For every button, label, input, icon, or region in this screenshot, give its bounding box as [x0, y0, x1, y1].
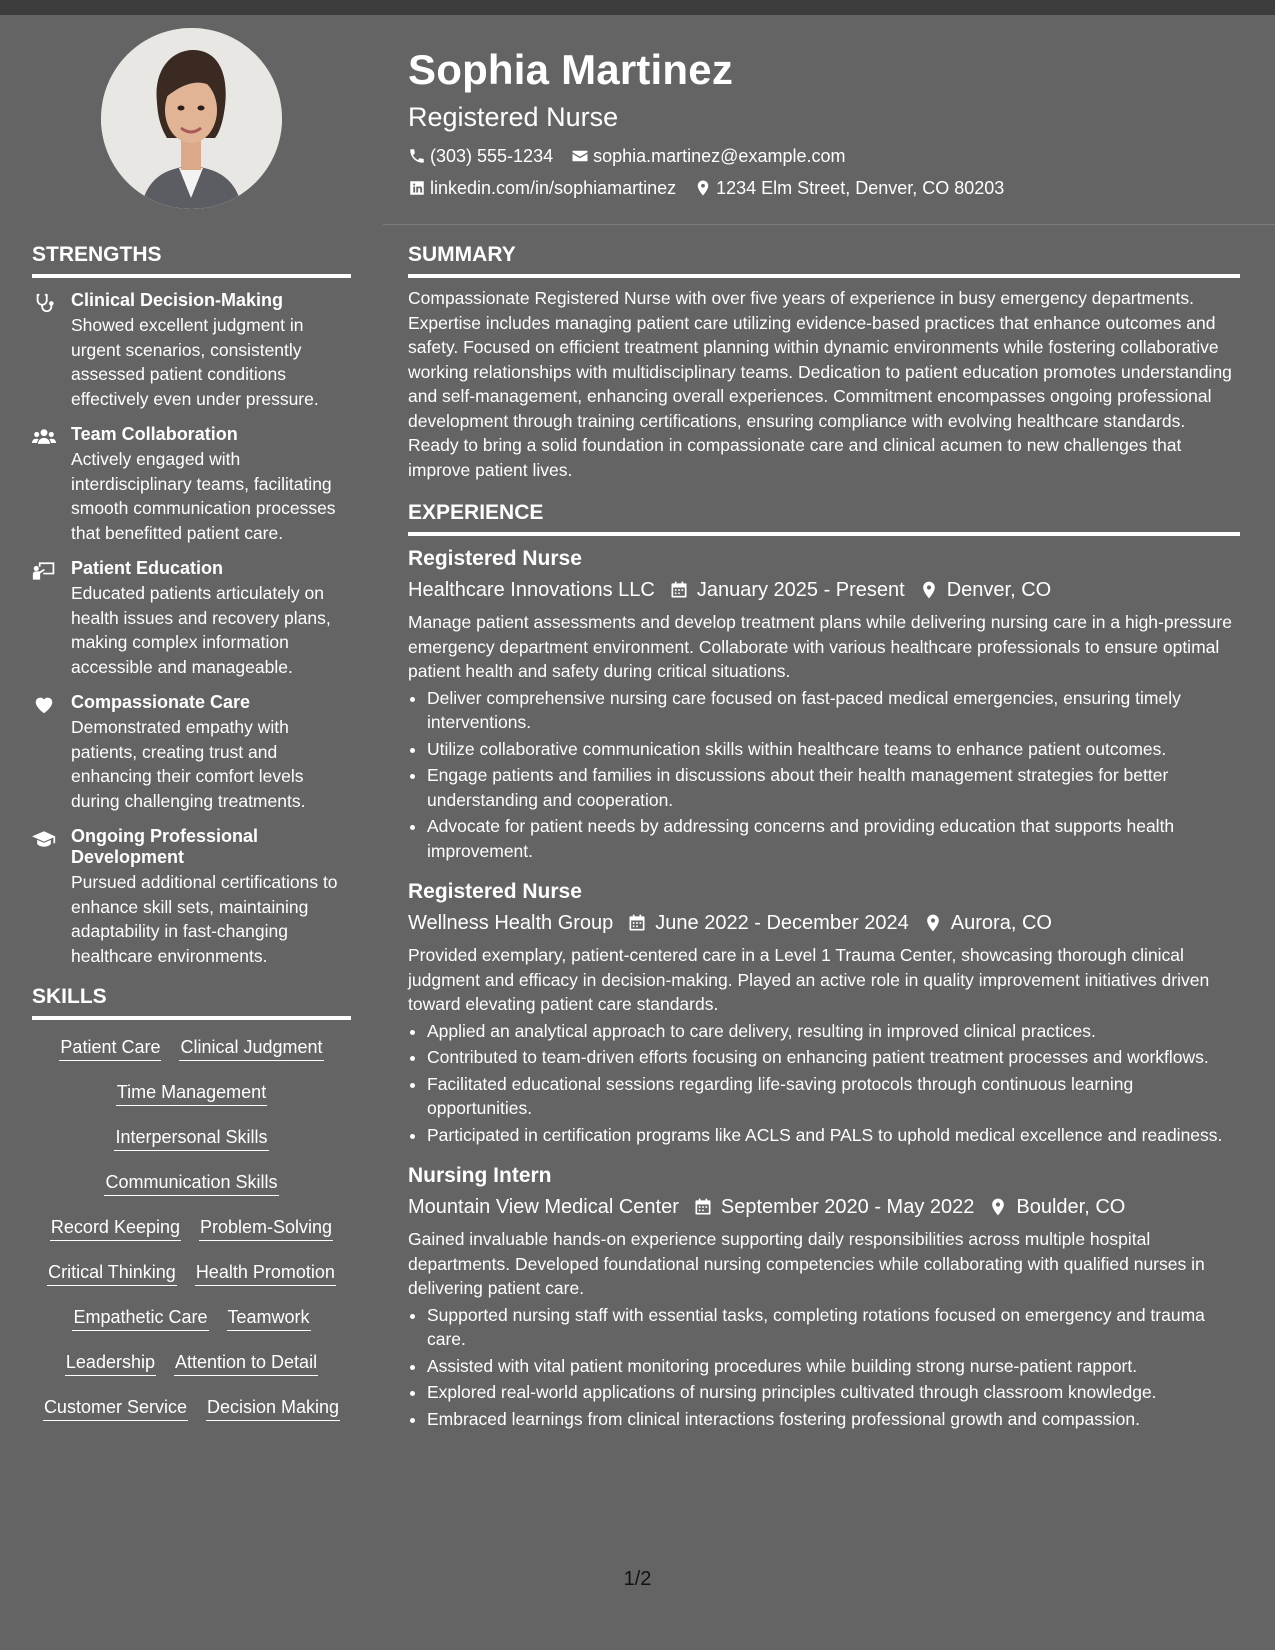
email-text: sophia.martinez@example.com: [593, 146, 846, 166]
strength-description: Pursued additional certifications to enhance skill sets, maintaining adaptability in fast-changing healthcare environments.: [71, 872, 338, 966]
heart-icon: [32, 694, 56, 716]
skill-tag: Attention to Detail: [174, 1349, 318, 1376]
strength-title: Ongoing Professional Development: [71, 826, 259, 867]
job-dates: [669, 574, 905, 606]
skill-tag: Communication Skills: [104, 1169, 278, 1196]
experience-heading: EXPERIENCE: [408, 498, 1240, 536]
candidate-name: Sophia Martinez: [408, 46, 734, 93]
address-text: 1234 Elm Street, Denver, CO 80203: [716, 178, 1005, 198]
skill-tag: Time Management: [116, 1079, 267, 1106]
job-description: Manage patient assessments and develop treatment plans while delivering nursing care in a high-pressure emergency department environment. Collaborate with various healthcare professionals to ensure optimal patient health and safety during critical situations.: [408, 612, 1232, 681]
top-bar: [0, 0, 1275, 15]
summary-text: Compassionate Registered Nurse with over five years of experience in busy emergency departments. Expertise includes managing patient care utilizing evidence-based practices that enhance outcomes and safety. Focused on efficient treatment planning within dynamic environments while fostering collaborative working relationships with multidisciplinary teams. Dedication to patient education promotes understanding and self-management, enhancing overall experiences. Commitment encompasses ongoing professional development through training certifications, ensuring compliance with evolving healthcare standards. Ready to bring a solid foundation in compassionate care and clinical acumen to new challenges that improve patient lives.: [408, 288, 1232, 480]
job-bullets: [408, 686, 1240, 864]
skills-list: [32, 1034, 351, 1439]
strength-description: Showed excellent judgment in urgent scenarios, consistently assessed patient conditions effectively even under pressure.: [71, 315, 319, 409]
email-contact[interactable]: [571, 140, 845, 172]
job-dates-text: June 2022 - December 2024: [655, 912, 909, 934]
job-location-text: Denver, CO: [946, 579, 1052, 601]
phone-icon: [408, 147, 426, 165]
job-bullet: • Advocate for patient needs by addressing concerns and providing education that supports health improvement.: [427, 814, 1240, 863]
job-bullet: • Participated in certification programs like ACLS and PALS to uphold medical excellence and readiness.: [427, 1123, 1240, 1148]
calendar-icon: [627, 913, 647, 933]
experience-entry: [408, 544, 1240, 863]
contact-line-2: [408, 172, 1248, 204]
summary-heading: SUMMARY: [408, 240, 1240, 278]
map-pin-icon: [919, 580, 939, 600]
job-company: Wellness Health Group: [408, 912, 614, 934]
strength-description: Demonstrated empathy with patients, creating trust and enhancing their comfort levels during challenging treatments.: [71, 717, 306, 811]
header-divider: [383, 224, 1275, 225]
strength-title: Patient Education: [71, 558, 224, 578]
profile-photo: [101, 28, 282, 209]
experience-entry: [408, 877, 1240, 1147]
map-pin-icon: [923, 913, 943, 933]
map-pin-icon: [694, 179, 712, 197]
job-dates: [627, 907, 909, 939]
job-bullets: [408, 1303, 1240, 1432]
job-dates-text: September 2020 - May 2022: [720, 1196, 975, 1218]
skill-row: [32, 1214, 351, 1259]
strength-title: Compassionate Care: [71, 692, 251, 712]
skill-row: [32, 1349, 351, 1394]
job-bullet: • Applied an analytical approach to care delivery, resulting in improved clinical practices.: [427, 1019, 1240, 1044]
phone-contact[interactable]: [408, 140, 553, 172]
skill-tag: Clinical Judgment: [179, 1034, 323, 1061]
job-bullet: • Supported nursing staff with essential tasks, completing rotations focused on emergency and trauma care.: [427, 1303, 1240, 1352]
strength-item: [32, 424, 351, 545]
strength-item: [32, 692, 351, 813]
job-bullet: • Embraced learnings from clinical interactions fostering professional growth and compassion.: [427, 1407, 1240, 1432]
envelope-icon: [571, 147, 589, 165]
strengths-heading: STRENGTHS: [32, 240, 351, 278]
skill-tag: Health Promotion: [195, 1259, 336, 1286]
contact-line-1: [408, 140, 1248, 172]
job-bullet: • Utilize collaborative communication skills within healthcare teams to enhance patient outcomes.: [427, 737, 1240, 762]
skill-row: [32, 1394, 351, 1439]
skill-tag: Problem-Solving: [199, 1214, 333, 1241]
linkedin-text: linkedin.com/in/sophiamartinez: [430, 178, 677, 198]
job-title: Nursing Intern: [408, 1164, 552, 1187]
job-company: Mountain View Medical Center: [408, 1196, 679, 1218]
skill-tag: Patient Care: [59, 1034, 161, 1061]
left-column: [32, 240, 351, 1439]
calendar-icon: [669, 580, 689, 600]
strength-item: [32, 826, 351, 968]
skill-row: [32, 1079, 351, 1124]
resume-header: [408, 40, 1248, 204]
job-bullet: • Contributed to team-driven efforts focusing on enhancing patient treatment processes and workflows.: [427, 1045, 1240, 1070]
skill-tag: Interpersonal Skills: [114, 1124, 268, 1151]
skill-tag: Record Keeping: [50, 1214, 181, 1241]
right-column: [408, 240, 1240, 1433]
skills-heading: SKILLS: [32, 982, 351, 1020]
page-number: 1/2: [623, 1568, 652, 1590]
job-description: Provided exemplary, patient-centered care in a Level 1 Trauma Center, showcasing thorough clinical judgment and efficacy in decision-making. Played an active role in quality improvement initiatives driven toward elevating patient care standards.: [408, 945, 1210, 1014]
job-meta: [408, 574, 1240, 606]
skill-tag: Teamwork: [227, 1304, 311, 1331]
skill-row: [32, 1259, 351, 1304]
job-bullet: • Assisted with vital patient monitoring procedures while building strong nurse-patient rapport.: [427, 1354, 1240, 1379]
phone-text: (303) 555-1234: [430, 146, 554, 166]
strength-item: [32, 558, 351, 679]
users-icon: [32, 426, 56, 448]
job-title: Registered Nurse: [408, 547, 582, 570]
map-pin-icon: [988, 1197, 1008, 1217]
graduation-cap-icon: [32, 828, 56, 850]
address-contact: [694, 172, 1004, 204]
job-company: Healthcare Innovations LLC: [408, 579, 655, 601]
strength-title: Clinical Decision-Making: [71, 290, 284, 310]
skill-tag: Customer Service: [43, 1394, 188, 1421]
job-bullet: • Engage patients and families in discussions about their health management strategies for better understanding and cooperation.: [427, 763, 1240, 812]
strength-title: Team Collaboration: [71, 424, 238, 444]
skill-tag: Critical Thinking: [47, 1259, 177, 1286]
job-bullets: [408, 1019, 1240, 1148]
strength-description: Actively engaged with interdisciplinary teams, facilitating smooth communication processes that benefitted patient care.: [71, 449, 336, 543]
job-location: [919, 574, 1051, 606]
teacher-board-icon: [32, 560, 56, 582]
candidate-title: Registered Nurse: [408, 102, 619, 132]
experience-entry: [408, 1161, 1240, 1431]
linkedin-icon: [408, 179, 426, 197]
linkedin-contact[interactable]: [408, 172, 676, 204]
job-title: Registered Nurse: [408, 880, 582, 903]
job-bullet: • Deliver comprehensive nursing care focused on fast-paced medical emergencies, ensuring timely interventions.: [427, 686, 1240, 735]
job-location: [988, 1191, 1125, 1223]
job-dates-text: January 2025 - Present: [696, 579, 905, 601]
skill-tag: Decision Making: [206, 1394, 340, 1421]
strengths-list: [32, 290, 351, 968]
skill-row: [32, 1034, 351, 1079]
skill-tag: Leadership: [65, 1349, 156, 1376]
job-bullet: • Explored real-world applications of nursing principles cultivated through classroom knowledge.: [427, 1380, 1240, 1405]
job-location-text: Boulder, CO: [1016, 1196, 1126, 1218]
job-location: [923, 907, 1052, 939]
skill-row: [32, 1169, 351, 1214]
stethoscope-icon: [32, 292, 56, 314]
job-description: Gained invaluable hands-on experience supporting daily responsibilities across multiple hospital departments. Developed foundational nursing competencies while collaborating with qualified nurses in delivering patient care.: [408, 1229, 1205, 1298]
job-dates: [693, 1191, 975, 1223]
job-location-text: Aurora, CO: [950, 912, 1052, 934]
skill-row: [32, 1124, 351, 1169]
job-bullet: • Facilitated educational sessions regarding life-saving protocols through continuous learning opportunities.: [427, 1072, 1240, 1121]
skill-row: [32, 1304, 351, 1349]
strength-item: [32, 290, 351, 411]
job-meta: [408, 907, 1240, 939]
job-meta: [408, 1191, 1240, 1223]
calendar-icon: [693, 1197, 713, 1217]
skill-tag: Empathetic Care: [72, 1304, 208, 1331]
strength-description: Educated patients articulately on health issues and recovery plans, making complex information accessible and manageable.: [71, 583, 331, 677]
